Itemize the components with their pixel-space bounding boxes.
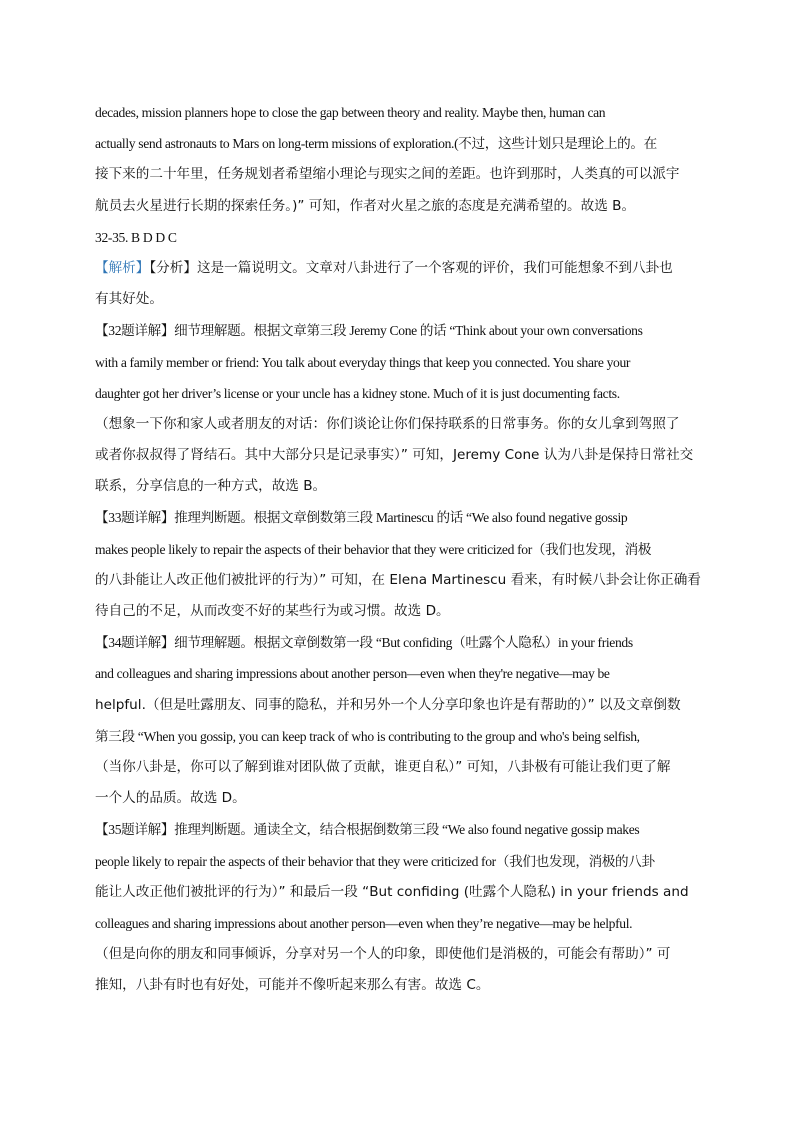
q35-heading-line: 【35题详解】推理判断题。通读全文，结合根据倒数第三段 “We also found negative gossip makes [95, 822, 640, 838]
text-line: 接下来的二十年里，任务规划者希望缩小理论与现实之间的差距。也许到那时，人类真的可以派宇 [95, 166, 680, 183]
text-line: 或者你叔叔得了肾结石。其中大部分只是记录事实）” 可知，Jeremy Cone 认为八卦是保持日常社交 [95, 447, 694, 464]
text-line: 有其好处。 [95, 291, 163, 308]
analysis-text: 【分析】这是一篇说明文。文章对八卦进行了一个客观的评价，我们可能想象不到八卦也 [149, 259, 673, 276]
text-line: 的八卦能让人改正他们被批评的行为）” 可知，在 Elena Martinescu 看来，有时候八卦会让你正确看 [95, 571, 701, 588]
text-line: （想象一下你和家人或者朋友的对话：你们谈论让你们保持联系的日常事务。你的女儿拿到驾照了 [95, 415, 680, 432]
text-line: 第三段 “When you gossip, you can keep track of who is contributing to the group and who's being selfish, [95, 728, 640, 744]
text-line: 一个人的品质。故选 D。 [95, 790, 246, 807]
q33-heading-line: 【33题详解】推理判断题。根据文章倒数第三段 Martinescu 的话 “We also found negative gossip [95, 510, 628, 526]
text-line: （但是向你的朋友和同事倾诉，分享对另一个人的印象，即使他们是消极的，可能会有帮助）” 可 [95, 946, 671, 963]
text-line: 能让人改正他们被批评的行为）” 和最后一段 “But confiding (吐露个人隐私) in your friends and [95, 883, 689, 900]
text-line: people likely to repair the aspects of their behavior that they were criticized for（我们也发现，消极的八卦 [95, 853, 655, 869]
answer-key-line: 32-35. B D D C [95, 229, 177, 245]
text-line: 推知，八卦有时也有好处，可能并不像听起来那么有害。故选 C。 [95, 977, 490, 994]
document-body [95, 97, 705, 1001]
text-line: （当你八卦是，你可以了解到谁对团队做了贡献，谁更自私）” 可知，八卦极有可能让我们更了解 [95, 758, 671, 775]
text-line: and colleagues and sharing impressions about another person—even when they're negative—may be [95, 666, 610, 682]
analysis-line [95, 253, 705, 284]
text-line: 联系，分享信息的一种方式，故选 B。 [95, 478, 327, 495]
text-line: makes people likely to repair the aspects of their behavior that they were criticized for（我们也发现，消极 [95, 541, 652, 557]
text-line: colleagues and sharing impressions about another person—even when they’re negative—may be helpful. [95, 915, 633, 931]
text-line: 待自己的不足，从而改变不好的某些行为或习惯。故选 D。 [95, 603, 450, 619]
text-line: with a family member or friend: You talk about everyday things that keep you connected. You share your [95, 354, 631, 370]
text-line: daughter got her driver’s license or your uncle has a kidney stone. Much of it is just documenting facts. [95, 385, 620, 401]
text-line: actually send astronauts to Mars on long-term missions of exploration.(不过，这些计划只是理论上的。在 [95, 136, 657, 152]
q32-heading-line: 【32题详解】细节理解题。根据文章第三段 Jeremy Cone 的话 “Think about your own conversations [95, 323, 643, 339]
text-line: 航员去火星进行长期的探索任务。)” 可知，作者对火星之旅的态度是充满希望的。故选 B。 [95, 197, 636, 214]
q34-heading-line: 【34题详解】细节理解题。根据文章倒数第一段 “But confiding（吐露个人隐私）in your friends [95, 635, 633, 651]
text-line: helpful.（但是吐露朋友、同事的隐私，并和另外一个人分享印象也许是有帮助的）” 以及文章倒数 [95, 696, 681, 713]
text-line: decades, mission planners hope to close the gap between theory and reality. Maybe then, human can [95, 105, 606, 120]
analysis-tag: 【解析】 [95, 259, 150, 276]
